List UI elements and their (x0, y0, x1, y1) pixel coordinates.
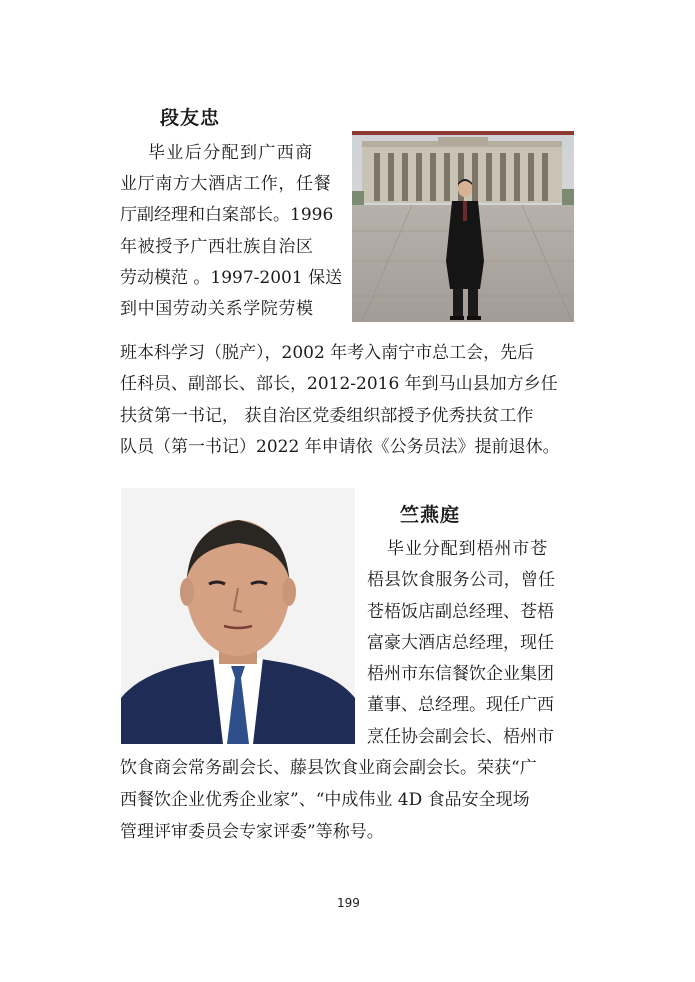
person1-line-5: 劳动模范 。1997-2001 保送 (120, 268, 343, 288)
person1-name: 段友忠 (160, 107, 221, 129)
person1-line-10: 队员（第一书记）2022 年申请依《公务员法》提前退休。 (120, 437, 560, 457)
person1-line-9: 扶贫第一书记， 获自治区党委组织部授予优秀扶贫工作 (120, 406, 534, 426)
person2-line-9: 西餐饮企业优秀企业家”、“中成伟业 4D 食品安全现场 (120, 790, 530, 810)
person2-line-6: 董事、总经理。现任广西 (367, 695, 554, 715)
person1-line-3: 厅副经理和白案部长。1996 (120, 205, 334, 225)
person2-line-2: 梧县饮食服务公司，曾任 (367, 570, 556, 590)
person2-name: 竺燕庭 (400, 504, 461, 526)
person1-line-8: 任科员、副部长、部长，2012-2016 年到马山县加方乡任 (120, 374, 558, 394)
person1-photo (352, 131, 574, 322)
person1-line-6: 到中国劳动关系学院劳模 (120, 299, 314, 319)
person1-line-4: 年被授予广西壮族自治区 (120, 237, 314, 257)
person2-line-3: 苍梧饭店副总经理、苍梧 (367, 602, 554, 622)
person2-line-7: 烹任协会副会长、梧州市 (367, 727, 554, 747)
person1-line-7: 班本科学习（脱产），2002 年考入南宁市总工会，先后 (120, 343, 535, 363)
person1-line-2: 业厅南方大酒店工作，任餐 (120, 174, 332, 194)
person2-photo (121, 488, 355, 744)
person2-line-5: 梧州市东信餐饮企业集团 (367, 664, 554, 684)
person2-line-8: 饮食商会常务副会长、藤县饮食业商会副会长。荣获“广 (120, 758, 537, 778)
page-number: 199 (337, 896, 360, 910)
person2-line-4: 富豪大酒店总经理，现任 (367, 633, 554, 653)
person2-line-1: 毕业分配到梧州市苍 (387, 539, 549, 559)
person1-line-1: 毕业后分配到广西商 (148, 143, 314, 163)
person2-line-10: 管理评审委员会专家评委”等称号。 (120, 822, 384, 842)
